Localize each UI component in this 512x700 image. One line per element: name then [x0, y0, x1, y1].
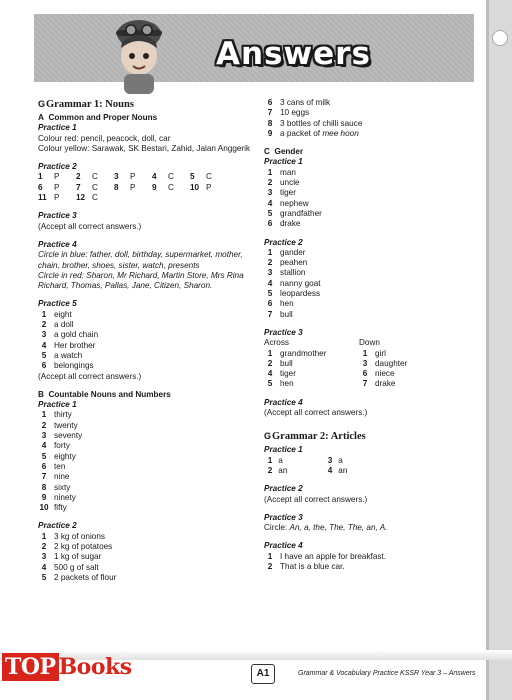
sub-letter: A	[38, 113, 44, 122]
grid-cell: 1 a	[267, 455, 283, 465]
list-item: 8 3 bottles of chilli sauce	[267, 118, 363, 128]
page-title: Answers	[216, 36, 371, 72]
list-item: 2 2 kg of potatoes	[41, 541, 113, 551]
brand-top: TOP	[2, 653, 59, 681]
list-item: 7 bull	[267, 309, 293, 319]
grid-cell: 3 a	[327, 455, 343, 465]
answer-line: (Accept all correct answers.)	[38, 371, 142, 381]
list-item: 4 nephew	[267, 198, 309, 208]
practice-label: Practice 2	[264, 237, 303, 247]
list-item: 8 sixty	[41, 482, 71, 492]
answer-line: Richard, Thomas, Pallas, Jane, Citizen, Sharon.	[38, 281, 213, 291]
list-item: 5 hen	[267, 379, 294, 389]
list-item: 2 bull	[267, 358, 293, 368]
list-item: 10 fifty	[39, 503, 67, 513]
list-item: 2 twenty	[41, 420, 78, 430]
section-grammar-1	[38, 98, 254, 111]
list-item: 7 drake	[362, 379, 396, 389]
grid-cell: 5 C	[190, 172, 212, 182]
mascot-boy-icon	[104, 16, 174, 94]
list-item: 2 a doll	[41, 320, 74, 330]
list-item: 7 10 eggs	[267, 108, 310, 118]
answer-grid	[264, 456, 476, 477]
subheading-c	[264, 147, 476, 157]
sub-letter: B	[38, 389, 44, 399]
practice-label: Practice 3	[38, 211, 77, 221]
practice-label: Practice 4	[264, 541, 303, 551]
grid-cell: 4 an	[327, 465, 348, 475]
section-marker: G	[264, 431, 272, 442]
list-item: 3 tiger	[267, 188, 296, 198]
list-item: 3 a gold chain	[41, 330, 99, 340]
practice-label: Practice 4	[38, 239, 77, 249]
list-item: 4 tiger	[267, 369, 296, 379]
list-item: 6 niece	[362, 369, 395, 379]
list-item: 6 ten	[41, 461, 66, 471]
answer-line: Colour red: pencil, peacock, doll, car	[38, 133, 171, 143]
list-item: 1 I have an apple for breakfast.	[267, 551, 387, 561]
grid-cell: 11 P	[38, 193, 60, 203]
list-item: 3 seventy	[41, 431, 83, 441]
list-item: 6 drake	[267, 219, 301, 229]
left-column	[38, 98, 254, 583]
answer-line: (Accept all correct answers.)	[264, 494, 368, 504]
across-heading: Across	[264, 338, 290, 348]
list-item: 5 2 packets of flour	[41, 572, 117, 582]
binder-margin	[486, 0, 512, 700]
answer-line: Circle: An, a, the, The, The, an, A.	[264, 523, 388, 533]
list-item: 4 Her brother	[41, 340, 96, 350]
brand-logo	[2, 654, 132, 680]
practice-label: Practice 4	[264, 397, 303, 407]
answer-line: Circle in red: Sharon, Mr Richard, Martin Store, Mrs Rina	[38, 270, 244, 280]
practice-label: Practice 3	[264, 327, 303, 337]
list-item: 5 a watch	[41, 350, 83, 360]
practice-label: Practice 1	[264, 157, 303, 167]
down-list	[359, 338, 459, 389]
section-marker: G	[38, 99, 46, 109]
list-item: 1 gander	[267, 247, 306, 257]
grid-cell: 2 an	[267, 465, 288, 475]
grid-cell: 1 P	[38, 172, 60, 182]
sub-title: Gender	[274, 147, 304, 157]
answer-line: Circle in blue: father, doll, birthday, supermarket, mother,	[38, 250, 243, 260]
practice-label: Practice 1	[264, 445, 303, 455]
section-grammar-2	[264, 430, 476, 443]
list-item: 7 nine	[41, 472, 70, 482]
list-item: 6 belongings	[41, 361, 94, 371]
list-item: 9 a packet of mee hoon	[267, 128, 359, 138]
list-item: 2 uncle	[267, 178, 300, 188]
list-item: 5 leopardess	[267, 289, 321, 299]
list-item: 3 1 kg of sugar	[41, 552, 102, 562]
list-item: 1 grandmother	[267, 348, 327, 358]
list-item: 1 girl	[362, 348, 386, 358]
list-item: 3 stallion	[267, 268, 306, 278]
binder-hole	[492, 30, 508, 46]
list-item: 4 nanny goat	[267, 278, 321, 288]
list-item: 4 forty	[41, 441, 70, 451]
list-item: 2 peahen	[267, 258, 308, 268]
list-item: 2 That is a blue car.	[267, 561, 345, 571]
list-item: 1 eight	[41, 309, 72, 319]
practice-label: Practice 1	[38, 400, 77, 410]
across-list	[264, 338, 359, 389]
answer-grid	[38, 172, 254, 203]
list-item: 3 daughter	[362, 358, 408, 368]
answer-line: Colour yellow: Sarawak, SK Bestari, Zahid, Jalan Anggerik	[38, 143, 251, 153]
down-heading: Down	[359, 338, 380, 348]
subheading-b	[38, 390, 254, 400]
practice-label: Practice 5	[38, 299, 77, 309]
footer	[0, 650, 512, 700]
practice-label: Practice 2	[264, 484, 303, 494]
list-item: 1 3 kg of onions	[41, 531, 105, 541]
list-item: 6 3 cans of milk	[267, 98, 331, 107]
section-title: Grammar 1: Nouns	[46, 99, 134, 110]
grid-cell: 12 C	[76, 193, 98, 203]
grid-cell: 8 P	[114, 182, 136, 192]
practice-label: Practice 1	[38, 123, 77, 133]
answer-line: (Accept all correct answers.)	[38, 221, 142, 231]
sub-letter: C	[264, 147, 270, 157]
sub-title: Countable Nouns and Numbers	[48, 389, 171, 399]
grid-cell: 2 C	[76, 172, 98, 182]
list-item: 4 500 g of salt	[41, 562, 99, 572]
practice-label: Practice 2	[38, 521, 77, 531]
answer-line: (Accept all correct answers.)	[264, 408, 368, 418]
header-banner	[34, 14, 474, 82]
list-item: 9 ninety	[41, 492, 76, 502]
crossword-answers	[264, 338, 476, 389]
grid-cell: 7 C	[76, 182, 98, 192]
right-column	[264, 98, 476, 572]
grid-cell: 6 P	[38, 182, 60, 192]
section-title: Grammar 2: Articles	[272, 431, 366, 443]
footer-text: Grammar & Vocabulary Practice KSSR Year 3 – Answers	[298, 670, 476, 677]
subheading-a	[38, 113, 254, 123]
practice-label: Practice 3	[264, 512, 303, 522]
grid-cell: 10 P	[190, 182, 212, 192]
grid-cell: 3 P	[114, 172, 136, 182]
grid-cell: 4 C	[152, 172, 174, 182]
answer-line: chain, brother, shoes, sister, watch, presents	[38, 260, 200, 270]
list-item: 5 grandfather	[267, 208, 322, 218]
brand-books: Books	[58, 654, 132, 680]
binder-holes	[492, 30, 508, 64]
list-item: 1 thirty	[41, 410, 72, 420]
page-number: A1	[251, 664, 275, 684]
grid-cell: 9 C	[152, 182, 174, 192]
practice-label: Practice 2	[38, 162, 77, 172]
sub-title: Common and Proper Nouns	[48, 113, 158, 122]
list-item: 5 eighty	[41, 451, 76, 461]
list-item: 1 man	[267, 167, 296, 177]
list-item: 6 hen	[267, 299, 294, 309]
